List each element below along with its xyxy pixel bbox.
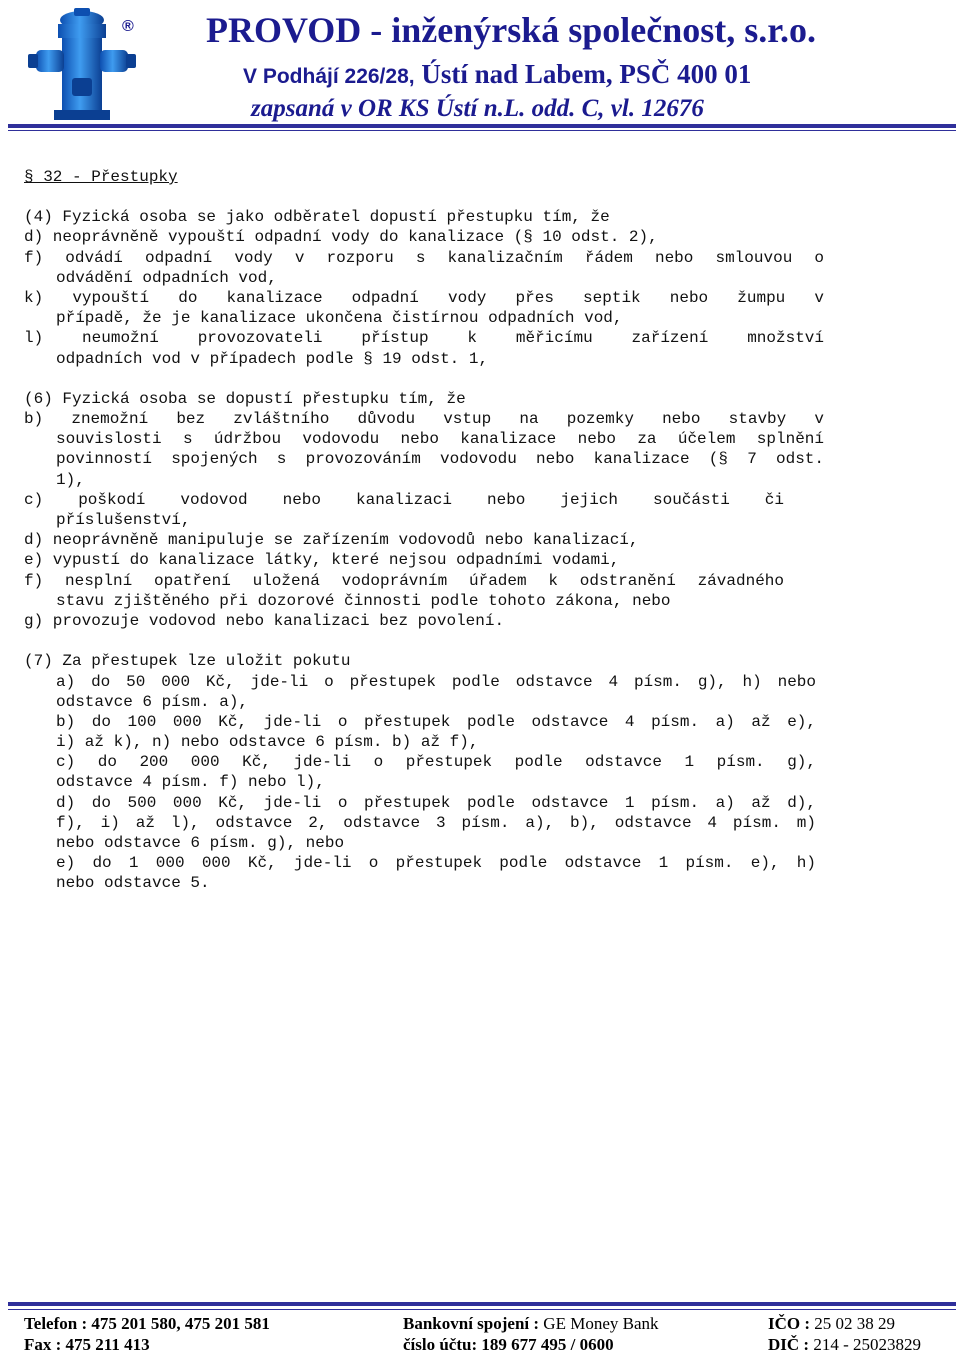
phone-label: Telefon : — [24, 1314, 92, 1333]
company-registry: zapsaná v OR KS Ústí n.L. odd. C, vl. 12676 — [251, 95, 704, 122]
p7-item-b: b) do 100 000 Kč, jde-li o přestupek podle odstavce 4 písm. a) až e), — [56, 712, 816, 731]
p4-item-l: l) neumožní provozovateli přístup k měřicímu zařízení množství — [24, 329, 824, 348]
company-address — [243, 58, 751, 93]
paragraph-6-intro: (6) Fyzická osoba se dopustí přestupku tím, že — [24, 389, 466, 408]
p4-item-k-cont: případě, že je kanalizace ukončena čistírnou odpadních vod, — [56, 309, 623, 328]
p7-item-b-cont: i) až k), n) nebo odstavce 6 písm. b) až f), — [56, 733, 479, 752]
footer-bank — [403, 1313, 659, 1334]
header-rule — [8, 124, 956, 128]
p7-item-c-cont: odstavce 4 písm. f) nebo l), — [56, 773, 325, 792]
footer-fax — [24, 1334, 150, 1355]
address-street: V Podhájí 226/28, — [243, 65, 415, 88]
p4-item-d: d) neoprávněně vypouští odpadní vody do kanalizace (§ 10 odst. 2), — [24, 228, 658, 247]
p6-item-b-cont2: povinností spojených s provozováním vodovodu nebo kanalizace (§ 7 odst. — [56, 450, 824, 469]
p6-item-c: c) poškodí vodovod nebo kanalizaci nebo jejich součásti či — [24, 490, 784, 509]
account-value: 189 677 495 / 0600 — [481, 1335, 614, 1354]
p7-item-d-cont2: nebo odstavce 6 písm. g), nebo — [56, 834, 345, 852]
footer-ico — [768, 1313, 895, 1334]
footer-account — [403, 1334, 614, 1355]
p6-item-b-cont1: souvislosti s údržbou vodovodu nebo kanalizace nebo za účelem splnění — [56, 430, 824, 449]
p4-item-l-cont: odpadních vod v případech podle § 19 odst. 1, — [56, 349, 489, 368]
phone-value: 475 201 580, 475 201 581 — [91, 1314, 270, 1333]
fax-label: Fax : — [24, 1335, 66, 1354]
paragraph-4-intro: (4) Fyzická osoba se jako odběratel dopustí přestupku tím, že — [24, 208, 610, 227]
section-title: § 32 - Přestupky — [24, 168, 178, 186]
p6-item-c-cont: příslušenství, — [56, 511, 191, 529]
fax-value: 475 211 413 — [65, 1335, 150, 1354]
p4-item-f-cont: odvádění odpadních vod, — [56, 268, 277, 287]
paragraph-7-intro: (7) Za přestupek lze uložit pokutu — [24, 652, 351, 671]
ico-value: 25 02 38 29 — [814, 1314, 896, 1333]
dic-label: DIČ : — [768, 1335, 814, 1354]
p6-item-f: f) nesplní opatření uložená vodoprávním úřadem k odstranění závadného — [24, 571, 784, 590]
fire-hydrant-logo — [22, 4, 146, 122]
footer-rule-thin — [8, 1309, 956, 1310]
account-label: číslo účtu: — [403, 1335, 482, 1354]
p6-item-b-cont3: 1), — [56, 470, 85, 489]
bank-value: GE Money Bank — [543, 1314, 659, 1333]
address-city: Ústí nad Labem, PSČ 400 01 — [414, 59, 752, 89]
p7-item-d-cont1: f), i) až l), odstavce 2, odstavce 3 písm. a), b), odstavce 4 písm. m) — [56, 813, 816, 832]
header-rule-thin — [8, 130, 956, 131]
document-body — [24, 167, 824, 894]
p6-item-g: g) provozuje vodovod nebo kanalizaci bez povolení. — [24, 611, 505, 630]
p7-item-a-cont: odstavce 6 písm. a), — [56, 692, 249, 711]
p4-item-k: k) vypouští do kanalizace odpadní vody přes septik nebo žumpu v — [24, 288, 824, 307]
bank-label: Bankovní spojení : — [403, 1314, 544, 1333]
p7-item-e: e) do 1 000 000 Kč, jde-li o přestupek podle odstavce 1 písm. e), h) — [56, 854, 816, 873]
p6-item-d: d) neoprávněně manipuluje se zařízením vodovodů nebo kanalizací, — [24, 531, 639, 550]
company-name: PROVOD - inženýrská společnost, s.r.o. — [206, 10, 816, 50]
footer-dic — [768, 1334, 921, 1355]
footer-rule — [8, 1302, 956, 1306]
p7-item-a: a) do 50 000 Kč, jde-li o přestupek podle odstavce 4 písm. g), h) nebo — [56, 672, 816, 691]
registered-mark: ® — [122, 18, 134, 35]
ico-label: IČO : — [768, 1314, 815, 1333]
p7-item-d: d) do 500 000 Kč, jde-li o přestupek podle odstavce 1 písm. a) až d), — [56, 793, 816, 812]
p6-item-f-cont: stavu zjištěného při dozorové činnosti podle tohoto zákona, nebo — [56, 591, 671, 610]
p7-item-e-cont: nebo odstavce 5. — [56, 874, 210, 893]
p6-item-b: b) znemožní bez zvláštního důvodu vstup na pozemky nebo stavby v — [24, 410, 824, 429]
footer-phone — [24, 1313, 270, 1334]
p4-item-f: f) odvádí odpadní vody v rozporu s kanalizačním řádem nebo smlouvou o — [24, 248, 824, 267]
p7-item-c: c) do 200 000 Kč, jde-li o přestupek podle odstavce 1 písm. g), — [56, 753, 816, 772]
p6-item-e: e) vypustí do kanalizace látky, které nejsou odpadními vodami, — [24, 551, 620, 570]
dic-value: 214 - 25023829 — [813, 1335, 922, 1354]
